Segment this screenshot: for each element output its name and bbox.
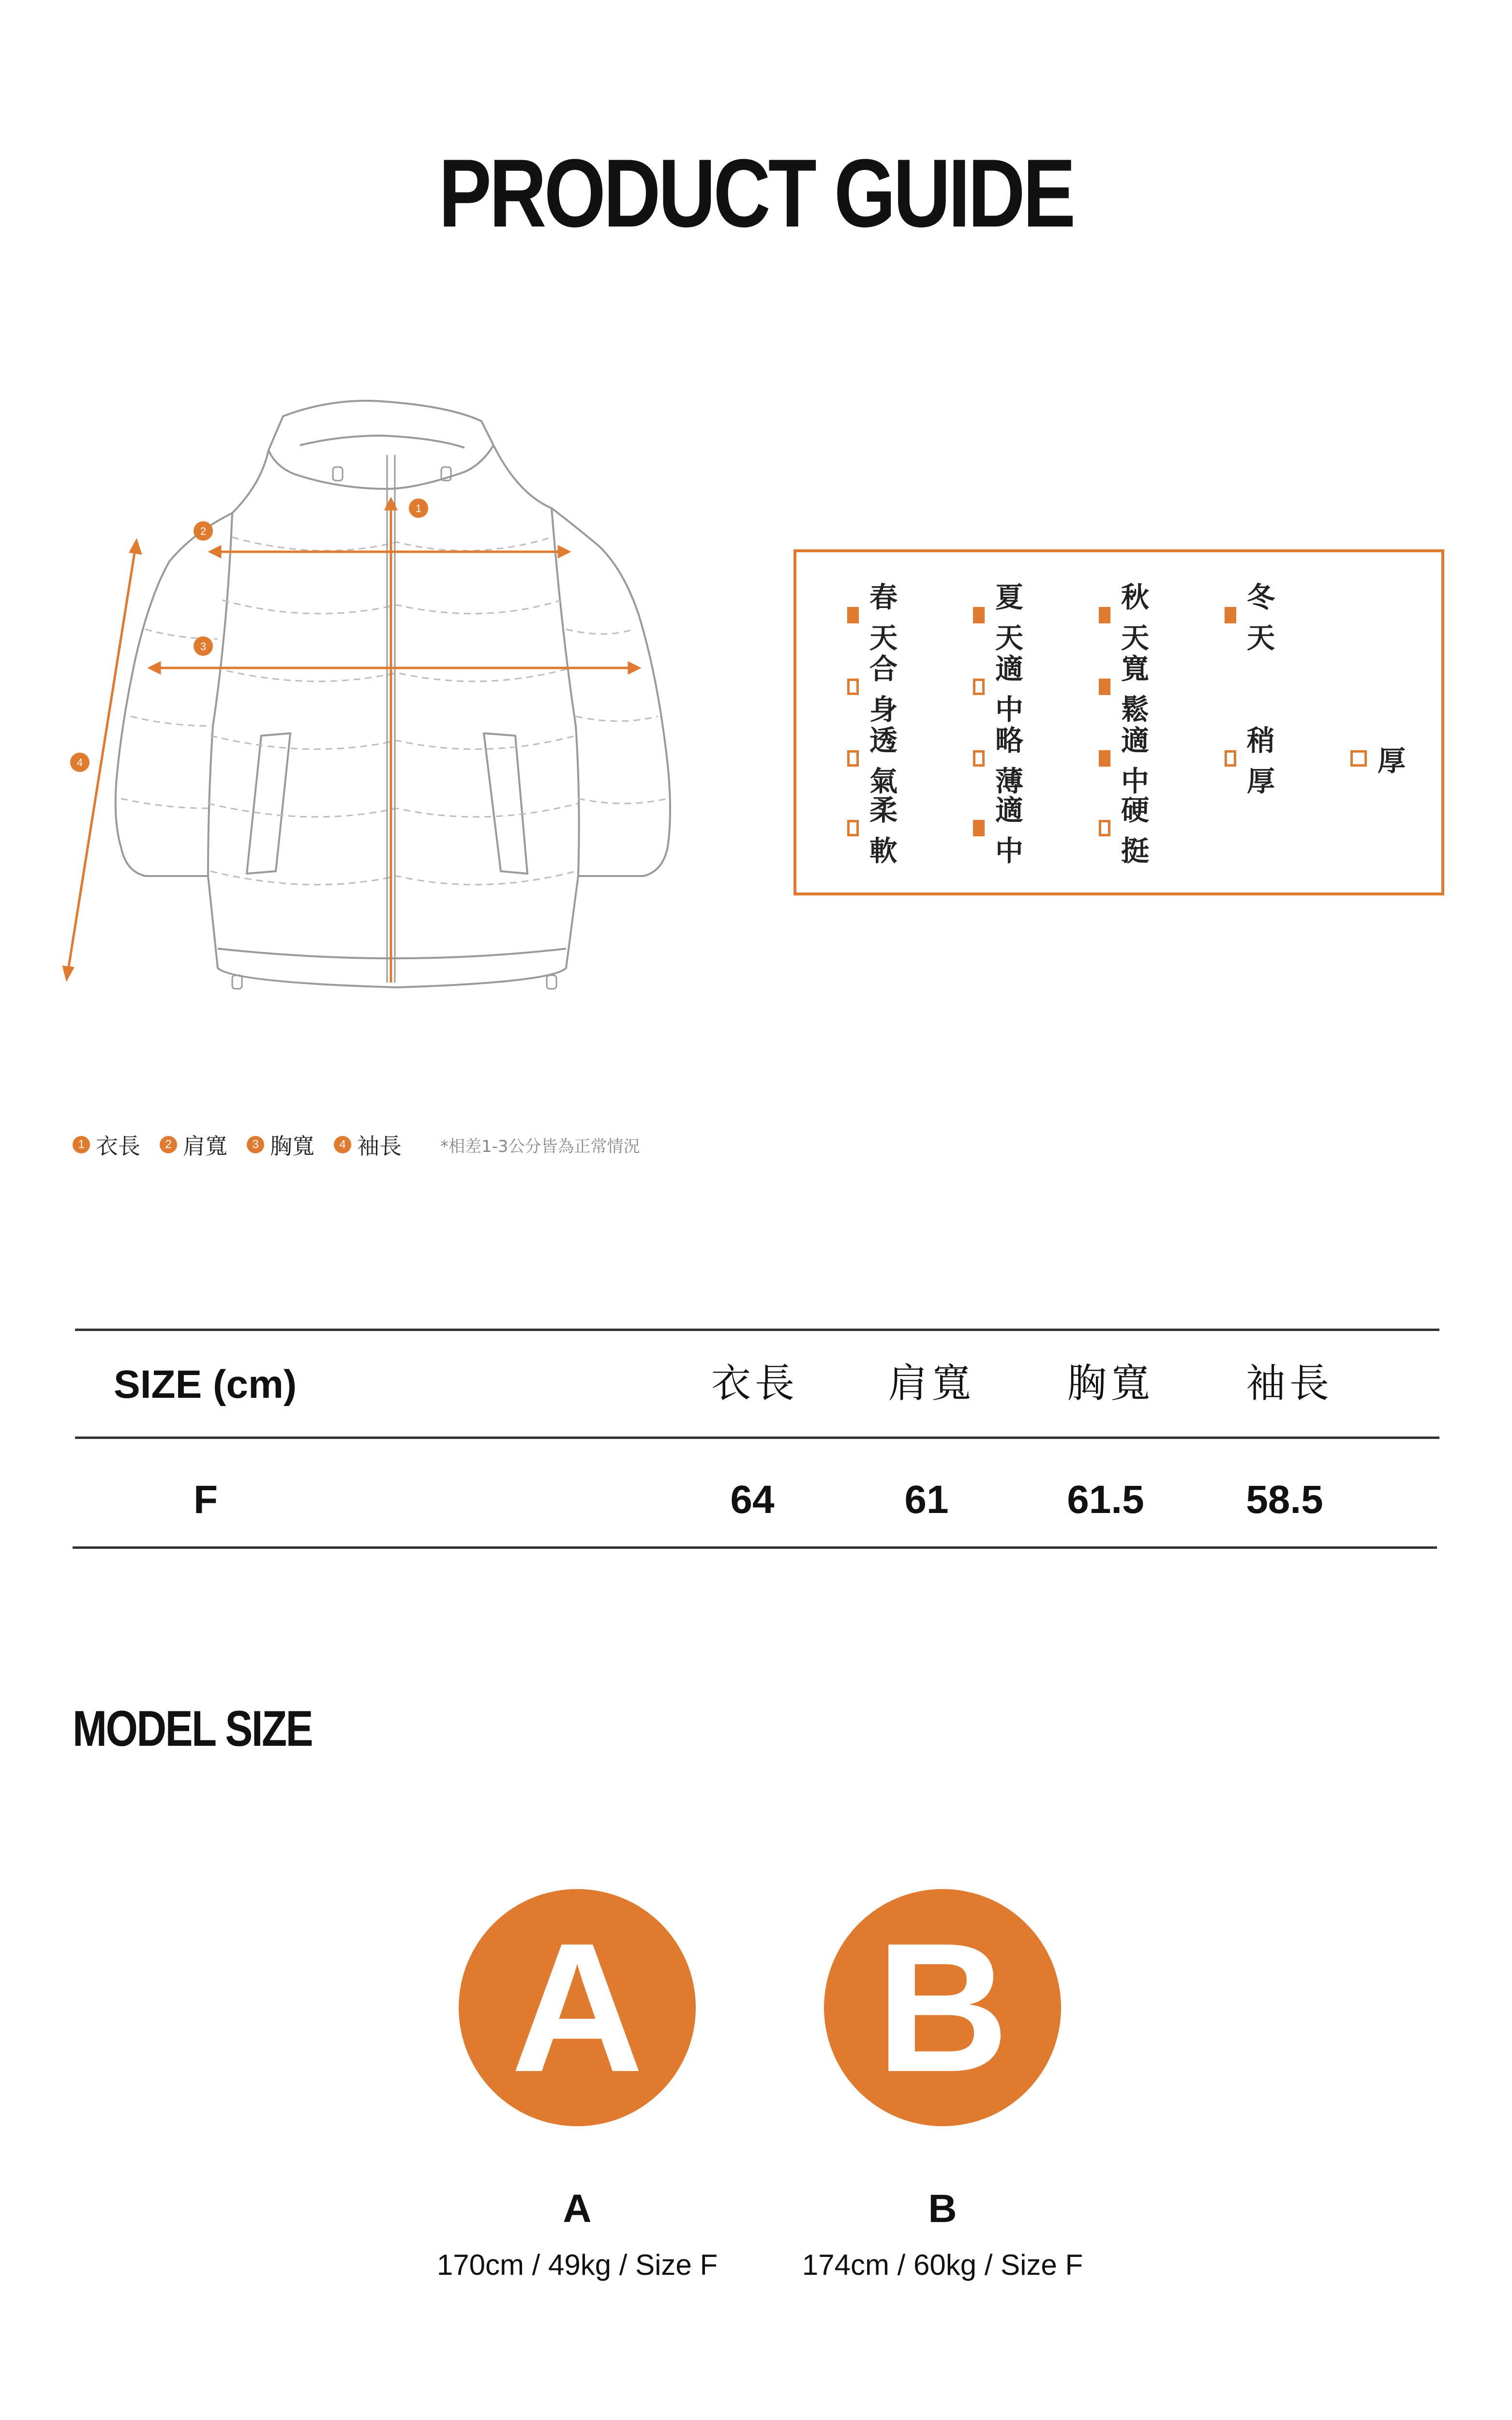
option-medium [1099, 724, 1156, 798]
table-cell-chest: 61.5 [1067, 1478, 1144, 1522]
table-header-sleeve: 袖長 [1246, 1361, 1333, 1407]
left-sleeve-seam [208, 513, 232, 876]
toggle [232, 975, 242, 989]
hood-inner [300, 436, 464, 448]
sleeve-quilting [576, 716, 658, 721]
option-label: 秋天 [1121, 581, 1151, 654]
legend-number: 4 [334, 1136, 351, 1153]
checkbox [1099, 679, 1110, 695]
legend-label: 胸寬 [270, 1133, 314, 1159]
table-header-size: SIZE (cm) [114, 1362, 297, 1407]
option-label: 冬天 [1246, 581, 1277, 654]
option-label: 硬挺 [1121, 794, 1151, 867]
option-label: 柔軟 [869, 794, 899, 867]
table-cell-length: 64 [730, 1478, 775, 1522]
legend-number: 2 [160, 1136, 177, 1153]
sleeve-quilting [578, 799, 668, 803]
checkbox [973, 679, 985, 695]
option-stiff [1099, 794, 1156, 867]
jacket-diagram [48, 387, 702, 1031]
marker-4-label: 4 [76, 756, 83, 769]
option-regular [973, 652, 1030, 726]
option-breathable [847, 724, 904, 798]
option-summer [973, 581, 1030, 654]
legend-item [247, 1129, 314, 1161]
option-autumn [1099, 581, 1156, 654]
model-b-stats: 174cm / 60kg / Size F [802, 2249, 1083, 2281]
page-title: PRODUCT GUIDE [438, 139, 1074, 247]
option-label: 略薄 [995, 724, 1025, 798]
marker-3-label: 3 [200, 640, 207, 652]
option-loose [1099, 652, 1156, 726]
table-header-length: 衣長 [711, 1361, 799, 1407]
model-a-name: A [563, 2187, 592, 2231]
legend-item [334, 1129, 402, 1161]
option-label: 適中 [995, 794, 1025, 867]
legend-label: 衣長 [96, 1133, 140, 1159]
table-cell-shoulder: 61 [904, 1478, 949, 1522]
option-label: 厚 [1377, 744, 1408, 777]
option-label: 夏天 [995, 581, 1025, 654]
option-thicker [1225, 724, 1282, 798]
checkbox [1099, 607, 1110, 623]
option-thin [973, 724, 1030, 798]
toggle [333, 467, 343, 481]
option-soft [847, 794, 904, 867]
checkbox [1225, 750, 1236, 767]
legend-note: *相差1-3公分皆為正常情況 [440, 1136, 640, 1156]
model-b-name: B [928, 2187, 957, 2231]
attributes-box [793, 549, 1444, 895]
legend-item [160, 1129, 227, 1161]
option-label: 春天 [869, 581, 899, 654]
option-winter [1225, 581, 1282, 654]
quilting-line [215, 668, 571, 681]
checkbox [847, 679, 859, 695]
measurement-legend [73, 1128, 640, 1162]
sleeve-quilting [566, 629, 634, 634]
legend-label: 肩寬 [183, 1133, 227, 1159]
checkbox [973, 750, 985, 767]
option-label: 適中 [1121, 724, 1151, 798]
checkbox [1099, 750, 1110, 767]
checkbox [1350, 750, 1367, 767]
toggle [547, 975, 556, 989]
left-pocket [247, 733, 290, 874]
legend-number: 3 [247, 1136, 264, 1153]
table-header-chest: 胸寬 [1067, 1361, 1154, 1407]
checkbox [847, 820, 859, 836]
quilting-line [210, 736, 576, 749]
option-label: 合身 [869, 652, 899, 726]
legend-label: 袖長 [357, 1133, 402, 1159]
checkbox [1225, 607, 1236, 623]
marker-1-label: 1 [415, 502, 422, 514]
option-label: 透氣 [869, 724, 899, 798]
option-label: 寬鬆 [1121, 652, 1151, 726]
model-a-badge: A [459, 1889, 696, 2126]
marker-2-label: 2 [200, 525, 207, 537]
right-pocket [484, 733, 527, 874]
checkbox [847, 607, 859, 623]
checkbox [847, 750, 859, 767]
model-a-stats: 170cm / 49kg / Size F [436, 2249, 718, 2281]
option-label: 稍厚 [1246, 724, 1277, 798]
checkbox [1099, 820, 1110, 836]
table-cell-sleeve: 58.5 [1246, 1478, 1323, 1522]
table-bottom-rule [73, 1546, 1437, 1549]
sleeve-quilting [131, 716, 213, 726]
option-spring [847, 581, 904, 654]
checkbox [973, 607, 985, 623]
option-moderate [973, 794, 1030, 867]
sleeve-quilting [121, 799, 208, 808]
model-b-badge: B [824, 1889, 1061, 2126]
checkbox [973, 820, 985, 836]
option-thick [1350, 739, 1407, 778]
right-sleeve-seam [552, 508, 579, 876]
option-fitted [847, 652, 904, 726]
legend-number: 1 [73, 1136, 90, 1153]
legend-item [73, 1129, 140, 1161]
table-top-rule [75, 1329, 1439, 1331]
option-label: 適中 [995, 652, 1025, 726]
table-header-shoulder: 肩寬 [888, 1361, 975, 1407]
table-cell-size: F [193, 1478, 218, 1522]
table-header-rule [75, 1437, 1439, 1439]
model-size-title: MODEL SIZE [73, 1701, 313, 1757]
